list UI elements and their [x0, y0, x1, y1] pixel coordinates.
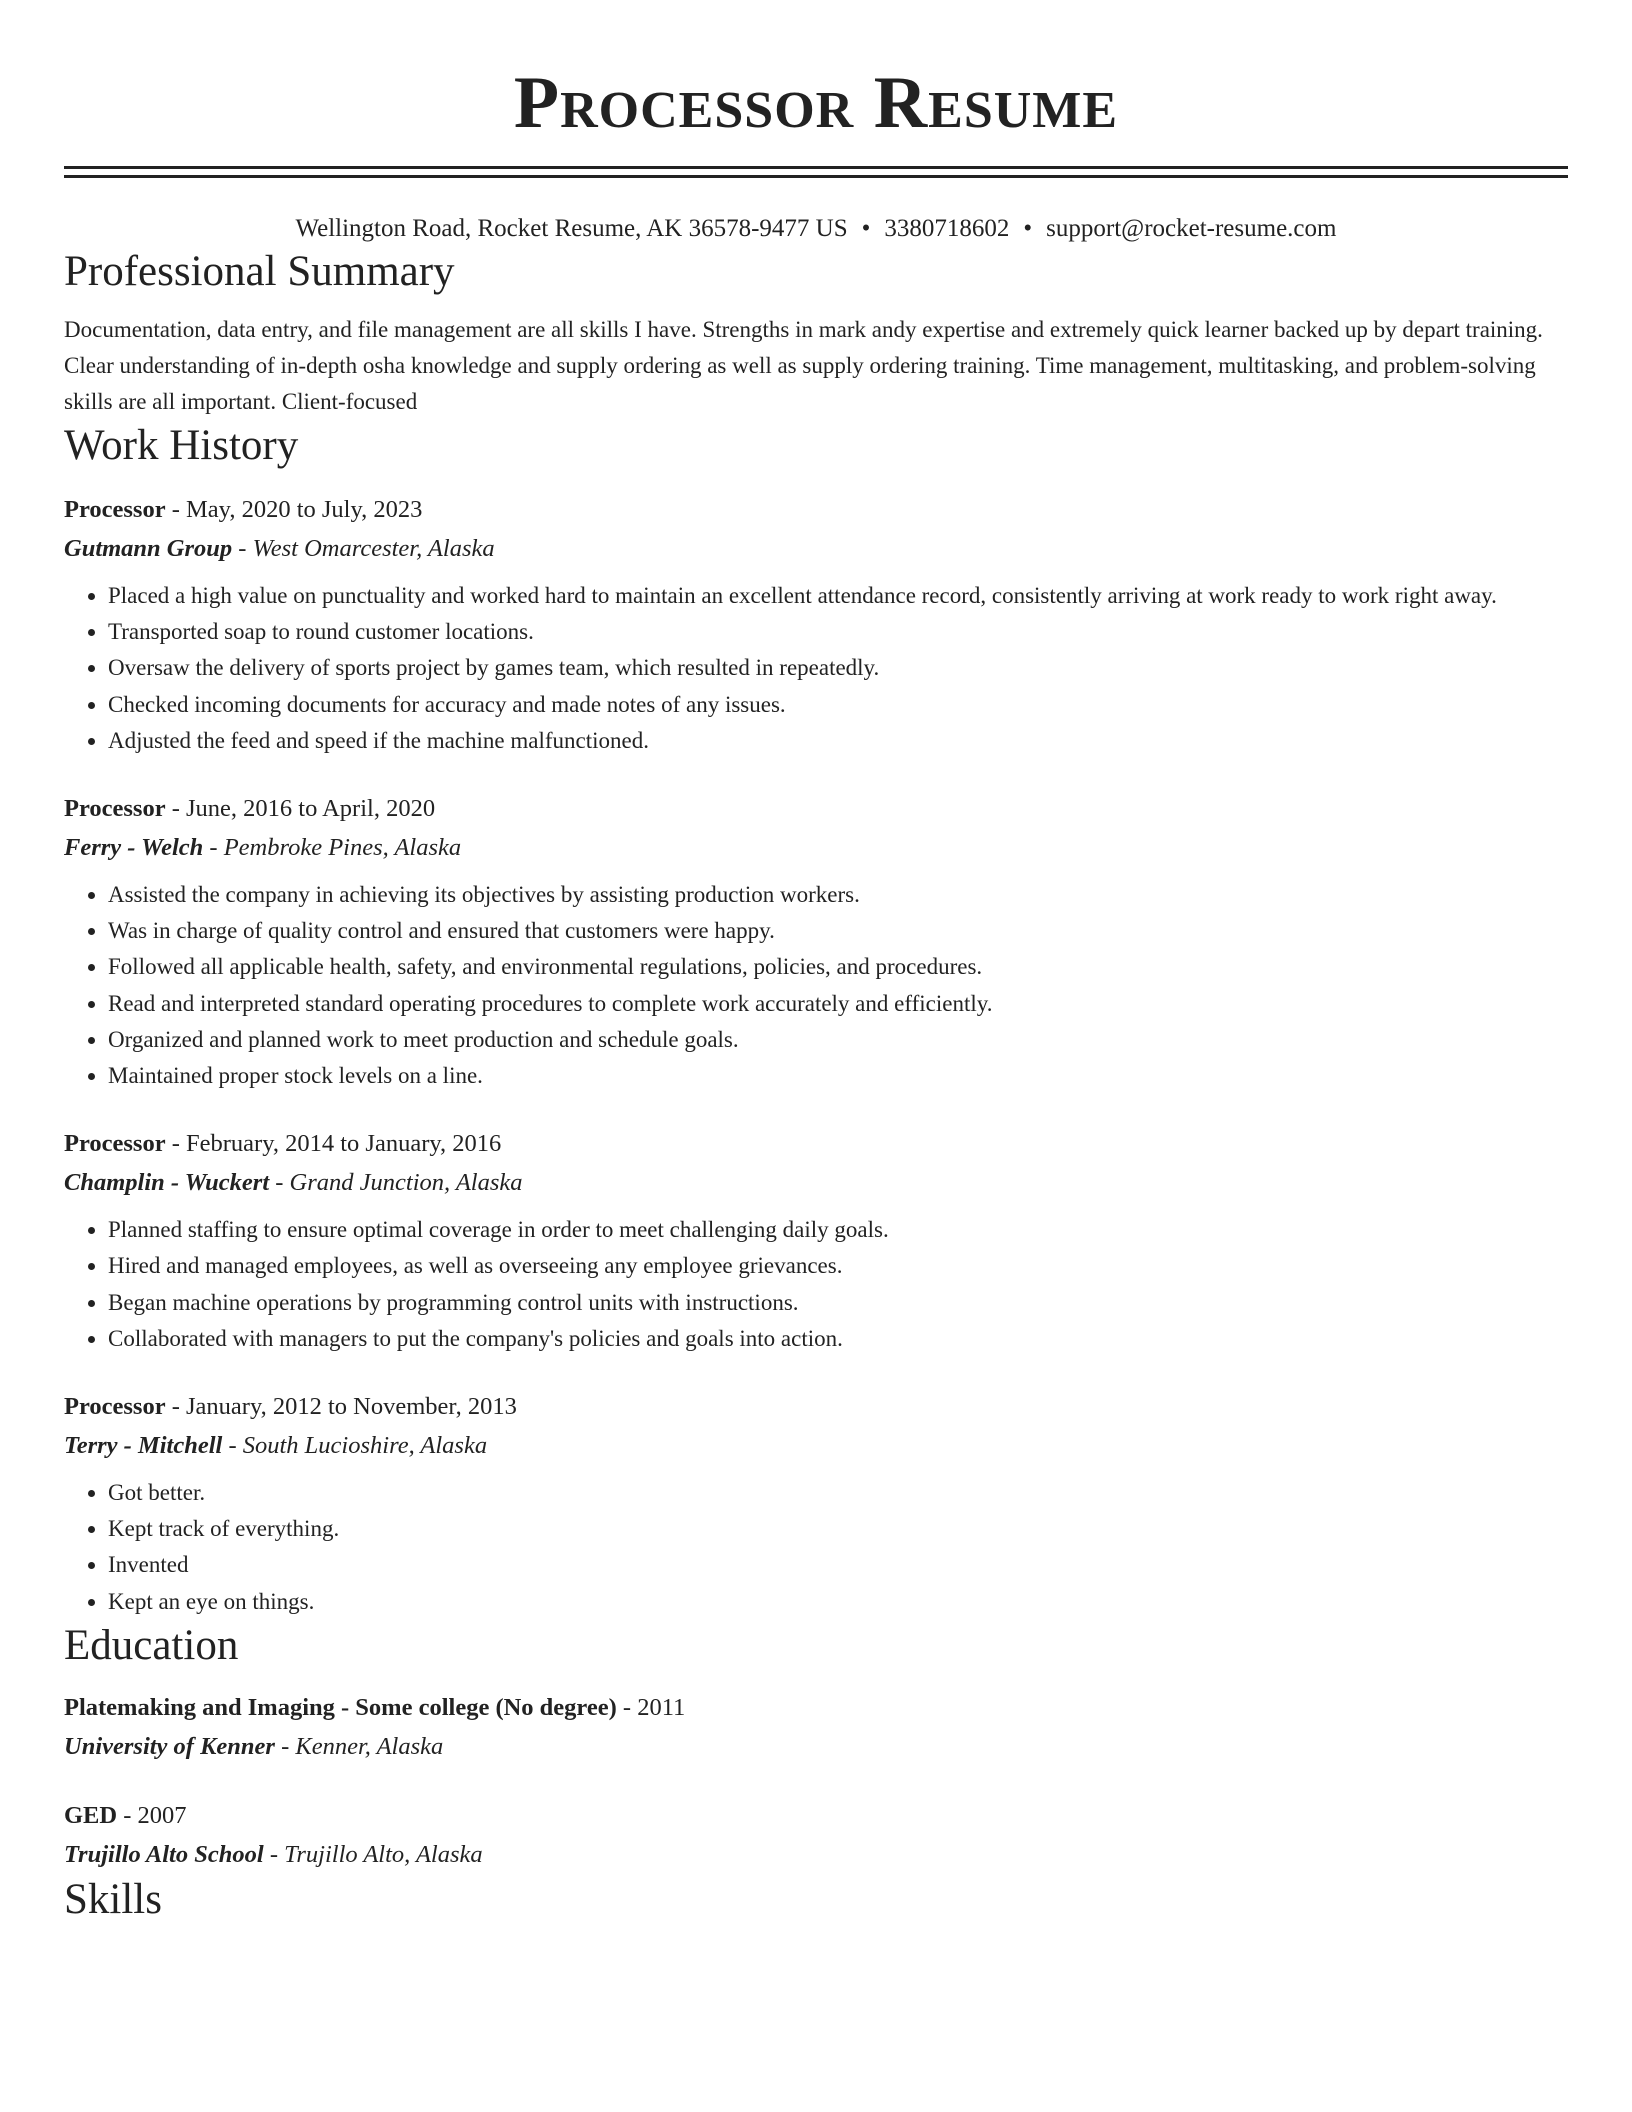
job-dates: - June, 2016 to April, 2020 — [165, 795, 436, 823]
company-line — [64, 529, 1568, 568]
job-duty: • Checked incoming documents for accuracy and made notes of any issues. — [108, 687, 1568, 723]
company-location: - West Omarcester, Alaska — [232, 535, 495, 562]
title-divider-top — [64, 166, 1568, 169]
job-duty: • Planned staffing to ensure optimal coverage in order to meet challenging daily goals. — [108, 1212, 1568, 1248]
school-location: - Kenner, Alaska — [274, 1732, 444, 1760]
company-name: Ferry - Welch — [64, 834, 204, 862]
job-duty: • Adjusted the feed and speed if the machine malfunctioned. — [108, 723, 1568, 759]
job-duty: • Invented — [108, 1547, 1568, 1583]
job-title-line — [64, 490, 1568, 529]
job-duty: • Kept track of everything. — [108, 1511, 1568, 1547]
job-duty: • Hired and managed employees, as well as overseeing any employee grievances. — [108, 1248, 1568, 1284]
company-line — [64, 1163, 1568, 1202]
job-title: Processor — [64, 1130, 166, 1158]
contact-separator: • — [1023, 215, 1033, 242]
job-dates: - May, 2020 to July, 2023 — [165, 496, 423, 523]
job-duty: • Transported soap to round customer locations. — [108, 614, 1568, 650]
job-duties-list — [64, 1475, 1568, 1620]
education-entry — [64, 1688, 1568, 1766]
job-duty: • Oversaw the delivery of sports project by games team, which resulted in repeatedly. — [108, 650, 1568, 686]
education-heading: Education — [64, 1621, 239, 1669]
job-duty: • Maintained proper stock levels on a line. — [108, 1058, 1568, 1094]
job-title-line — [64, 1387, 1568, 1426]
degree-name: GED — [64, 1801, 118, 1829]
company-location: - Grand Junction, Alaska — [269, 1169, 523, 1197]
job-entry — [64, 1124, 1568, 1357]
job-dates: - January, 2012 to November, 2013 — [165, 1393, 517, 1421]
contact-email: support@rocket-resume.com — [1046, 215, 1337, 242]
school-name: Trujillo Alto School — [64, 1840, 264, 1868]
job-duty: • Followed all applicable health, safety, and environmental regulations, policies, and procedures. — [108, 949, 1568, 985]
resume-title: Processor Resume — [513, 62, 1119, 144]
company-name: Gutmann Group — [64, 535, 233, 562]
degree-line — [64, 1688, 1568, 1727]
job-title: Processor — [64, 1393, 166, 1421]
degree-year: - 2011 — [616, 1693, 686, 1721]
job-title: Processor — [64, 795, 166, 823]
job-duty: • Assisted the company in achieving its objectives by assisting production workers. — [108, 877, 1568, 913]
job-duty: • Kept an eye on things. — [108, 1584, 1568, 1620]
company-line — [64, 1426, 1568, 1465]
job-entry — [64, 1387, 1568, 1620]
job-dates: - February, 2014 to January, 2016 — [165, 1130, 502, 1158]
summary-heading: Professional Summary — [64, 248, 455, 295]
job-duty: • Got better. — [108, 1475, 1568, 1511]
job-title: Processor — [64, 496, 166, 523]
job-entry — [64, 490, 1568, 759]
degree-year: - 2007 — [117, 1801, 187, 1829]
job-title-line — [64, 789, 1568, 828]
job-duty: • Placed a high value on punctuality and worked hard to maintain an excellent attendance record, consistently arriving at work ready to work right away. — [108, 578, 1568, 614]
company-location: - South Lucioshire, Alaska — [222, 1432, 488, 1460]
contact-phone: 3380718602 — [884, 215, 1010, 242]
degree-name: Platemaking and Imaging - Some college (No degree) — [64, 1693, 617, 1721]
company-location: - Pembroke Pines, Alaska — [203, 834, 462, 862]
summary-text: Documentation, data entry, and file management are all skills I have. Strengths in mark andy expertise and extremely quick learner backed up by depart training. Clear understanding of in-depth osha knowledge and supply ordering as well as supply ordering training. Time management, multitasking, and problem-solving skills are all important. Client-focused — [64, 317, 1543, 414]
company-name: Champlin - Wuckert — [64, 1169, 270, 1197]
job-duty: • Organized and planned work to meet production and schedule goals. — [108, 1022, 1568, 1058]
job-title-line — [64, 1124, 1568, 1163]
job-duties-list — [64, 578, 1568, 759]
degree-line — [64, 1796, 1568, 1835]
education-entry — [64, 1796, 1568, 1874]
job-entry — [64, 789, 1568, 1094]
work-history-heading: Work History — [64, 422, 299, 469]
resume-page — [64, 0, 1568, 1926]
school-line — [64, 1835, 1568, 1874]
company-name: Terry - Mitchell — [64, 1432, 223, 1460]
school-name: University of Kenner — [64, 1732, 275, 1760]
title-divider-bottom — [64, 175, 1568, 178]
job-duty: • Was in charge of quality control and ensured that customers were happy. — [108, 913, 1568, 949]
company-line — [64, 828, 1568, 867]
contact-separator: • — [861, 215, 871, 242]
job-duty: • Collaborated with managers to put the company's policies and goals into action. — [108, 1321, 1568, 1357]
contact-address: Wellington Road, Rocket Resume, AK 36578-9477 US — [295, 215, 848, 242]
job-duty: • Read and interpreted standard operating procedures to complete work accurately and efficiently. — [108, 986, 1568, 1022]
job-duties-list — [64, 1212, 1568, 1357]
contact-line — [64, 212, 1568, 246]
school-location: - Trujillo Alto, Alaska — [263, 1840, 483, 1868]
job-duties-list — [64, 877, 1568, 1094]
school-line — [64, 1727, 1568, 1766]
job-duty: • Began machine operations by programming control units with instructions. — [108, 1285, 1568, 1321]
skills-heading: Skills — [64, 1875, 162, 1923]
